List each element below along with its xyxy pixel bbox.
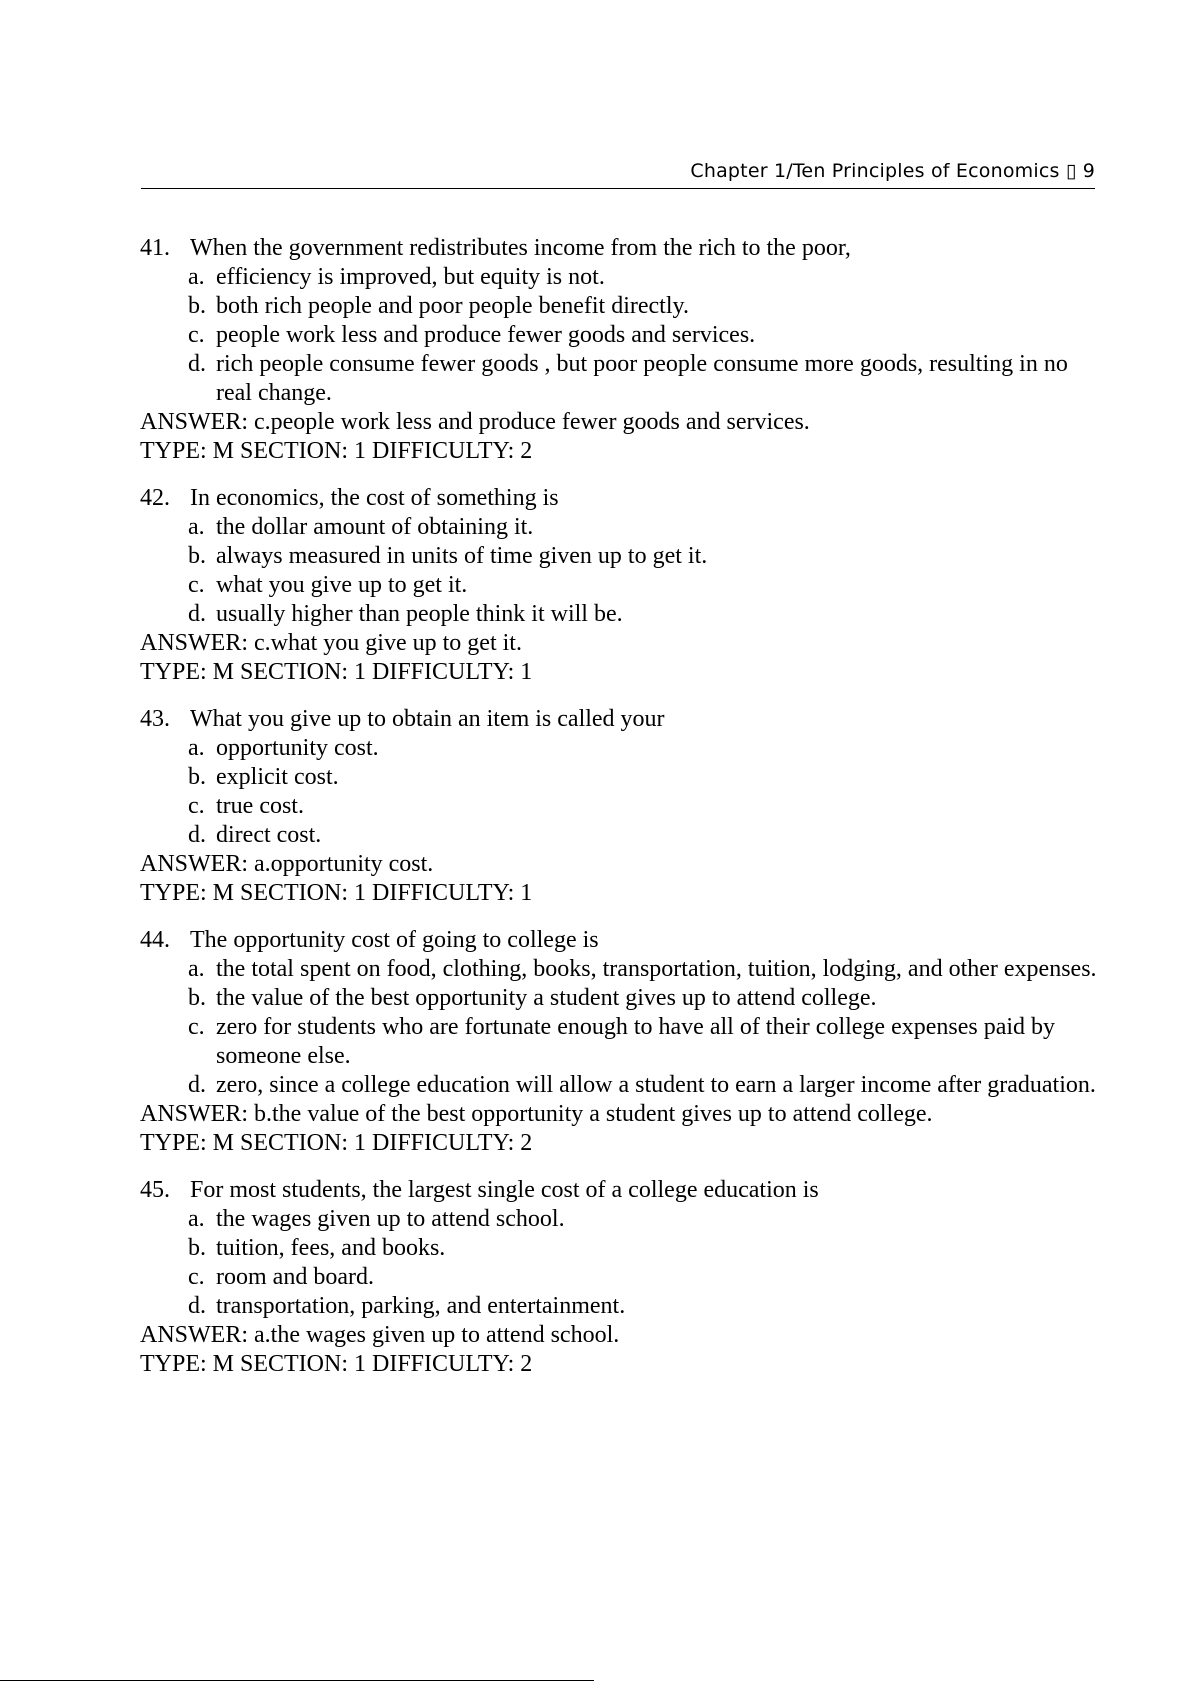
option-text: room and board. [216,1264,374,1290]
question-41 [140,234,1100,466]
option-a [140,1205,1100,1234]
question-number: 42. [140,485,170,511]
option-text: the wages given up to attend school. [216,1206,565,1232]
option-letter: c. [188,1014,205,1040]
option-letter: c. [188,793,205,819]
option-c [140,1263,1100,1292]
option-b [140,1234,1100,1263]
question-text: In economics, the cost of something is [190,485,559,511]
footer-divider [0,1680,594,1681]
option-letter: b. [188,1235,206,1261]
running-header [141,160,1095,189]
question-44 [140,926,1100,1158]
answer-line: ANSWER: a.the wages given up to attend school. [140,1322,620,1348]
option-text: both rich people and poor people benefit directly. [216,293,689,319]
option-text: always measured in units of time given up to get it. [216,543,708,569]
option-letter: b. [188,764,206,790]
question-stem [140,484,1100,513]
question-stem [140,234,1100,263]
option-text: efficiency is improved, but equity is not. [216,264,605,290]
option-letter: d. [188,822,206,848]
option-c [140,321,1100,350]
option-text: the dollar amount of obtaining it. [216,514,534,540]
option-b [140,292,1100,321]
option-b [140,763,1100,792]
question-42 [140,484,1100,687]
question-43 [140,705,1100,908]
question-text: The opportunity cost of going to college is [190,927,599,953]
option-letter: d. [188,1293,206,1319]
option-letter: b. [188,293,206,319]
option-letter: a. [188,1206,205,1232]
option-a [140,955,1100,984]
option-text: the value of the best opportunity a student gives up to attend college. [216,985,877,1011]
question-list [140,234,1100,1397]
option-text: what you give up to get it. [216,572,468,598]
option-text: the total spent on food, clothing, books, transportation, tuition, lodging, and other expenses. [216,956,1097,982]
option-a [140,263,1100,292]
question-number: 45. [140,1177,170,1203]
option-list [140,1205,1100,1321]
question-stem [140,926,1100,955]
question-number: 43. [140,706,170,732]
option-d [140,1071,1100,1100]
question-number: 44. [140,927,170,953]
option-text: direct cost. [216,822,322,848]
question-text: When the government redistributes income from the rich to the poor, [190,235,851,261]
option-list [140,513,1100,629]
option-c [140,1013,1100,1071]
question-text: For most students, the largest single cost of a college education is [190,1177,819,1203]
question-meta: TYPE: M SECTION: 1 DIFFICULTY: 2 [140,1130,533,1156]
question-meta: TYPE: M SECTION: 1 DIFFICULTY: 2 [140,1351,533,1377]
header-text: Chapter 1/Ten Principles of Economics ▯ 9 [690,160,1095,182]
option-letter: c. [188,1264,205,1290]
option-text: usually higher than people think it will be. [216,601,623,627]
option-c [140,792,1100,821]
option-d [140,821,1100,850]
option-letter: b. [188,543,206,569]
option-text: people work less and produce fewer goods and services. [216,322,756,348]
option-text: opportunity cost. [216,735,379,761]
option-letter: d. [188,1072,206,1098]
answer-line: ANSWER: c.what you give up to get it. [140,630,522,656]
question-number: 41. [140,235,170,261]
answer-line: ANSWER: a.opportunity cost. [140,851,434,877]
option-letter: d. [188,601,206,627]
option-b [140,984,1100,1013]
option-letter: a. [188,514,205,540]
option-a [140,513,1100,542]
question-stem [140,1176,1100,1205]
option-d [140,350,1100,408]
option-text: zero, since a college education will allow a student to earn a larger income after graduation. [216,1072,1096,1098]
answer-line: ANSWER: c.people work less and produce fewer goods and services. [140,409,810,435]
option-list [140,955,1100,1100]
option-letter: b. [188,985,206,1011]
option-text: zero for students who are fortunate enough to have all of their college expenses paid by someone else. [216,1014,1056,1069]
answer-line: ANSWER: b.the value of the best opportunity a student gives up to attend college. [140,1101,933,1127]
option-b [140,542,1100,571]
option-c [140,571,1100,600]
option-letter: a. [188,735,205,761]
question-45 [140,1176,1100,1379]
question-meta: TYPE: M SECTION: 1 DIFFICULTY: 2 [140,438,533,464]
option-text: transportation, parking, and entertainment. [216,1293,626,1319]
option-a [140,734,1100,763]
question-stem [140,705,1100,734]
option-text: true cost. [216,793,304,819]
option-text: explicit cost. [216,764,339,790]
option-d [140,1292,1100,1321]
option-text: rich people consume fewer goods , but poor people consume more goods, resulting in no real change. [216,351,1068,406]
option-d [140,600,1100,629]
question-meta: TYPE: M SECTION: 1 DIFFICULTY: 1 [140,880,533,906]
option-text: tuition, fees, and books. [216,1235,446,1261]
option-list [140,263,1100,408]
question-meta: TYPE: M SECTION: 1 DIFFICULTY: 1 [140,659,533,685]
option-letter: d. [188,351,206,377]
question-text: What you give up to obtain an item is called your [190,706,665,732]
option-letter: c. [188,572,205,598]
option-letter: a. [188,264,205,290]
option-list [140,734,1100,850]
option-letter: c. [188,322,205,348]
option-letter: a. [188,956,205,982]
